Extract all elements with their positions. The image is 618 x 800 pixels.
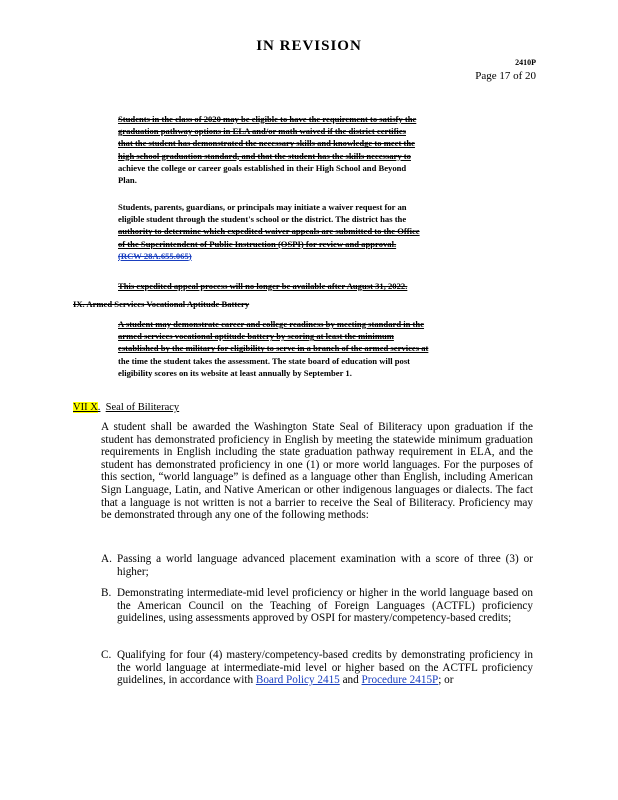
text-line: of the Superintendent of Public Instruction (OSPI) for review and approval.	[118, 238, 397, 249]
text-line: This expedited appeal process will no longer be available after August 31, 2022.	[118, 281, 408, 291]
text-line: eligible student through the student's school or the district. The district has the	[118, 214, 407, 225]
document-number: 2410P	[515, 58, 536, 67]
rcw-citation[interactable]: (RCW 28A.655.065)	[118, 250, 192, 261]
section-title: Seal of Biliteracy	[105, 402, 180, 413]
section-number-highlight: VII X	[73, 402, 98, 413]
list-item-label: A.	[101, 553, 112, 565]
page-number: Page 17 of 20	[475, 70, 536, 82]
revision-title: IN REVISION	[256, 38, 362, 54]
list-item	[101, 649, 533, 687]
section-x-heading: VII X. Seal of Biliteracy	[73, 402, 180, 413]
text-line: A student may demonstrate career and college readiness by meeting standard in the	[118, 319, 425, 329]
text-line: the time the student takes the assessment. The state board of education will post	[118, 355, 411, 366]
list-item-text: Qualifying for four (4) mastery/competency-based credits by demonstrating proficiency in the world language at intermediate-mid level or higher based on the ACTFL proficiency guidelines, in accordance with Board Policy 2415 and Procedure 2415P; or	[117, 649, 533, 687]
text-line: eligibility scores on its website at least annually by September 1.	[118, 367, 352, 378]
list-item	[101, 553, 533, 578]
text-line: Plan.	[118, 175, 137, 186]
list-item	[101, 587, 533, 625]
text-line: authority to determine which expedited waiver appeals are submitted to the Office	[118, 226, 420, 237]
list-item-text: Passing a world language advanced placement examination with a score of three (3) or higher;	[117, 553, 533, 578]
seal-intro-paragraph: A student shall be awarded the Washington State Seal of Biliteracy upon graduation if the student has demonstrated proficiency in English by meeting the statewide minimum graduation requirements in English including the state graduation pathway requirement in ELA, and the student has demonstrated proficiency in one (1) or more world languages. For the purposes of this section, “world language” is defined as a language other than English, including American Sign Language, Latin, and Native American or other indigenous languages or dialects. The fact that a language is not written is not a barrier to receive the Seal of Biliteracy. Proficiency may be demonstrated through any one of the following methods:	[101, 421, 533, 522]
text-line: that the student has demonstrated the necessary skills and knowledge to meet the	[118, 138, 415, 149]
rcw-link[interactable]: RCW 28A.655.065	[120, 250, 189, 261]
text-line: Students, parents, guardians, or principals may initiate a waiver request for an	[118, 202, 407, 212]
struck-section-ix-heading: IX. Armed Services Vocational Aptitude Battery	[73, 299, 250, 309]
struck-paragraph-waiver	[118, 113, 532, 186]
text-line: armed services vocational aptitude battery by scoring at least the minimum	[118, 331, 394, 342]
board-policy-link[interactable]: Board Policy 2415	[255, 674, 340, 687]
text-line: established by the military for eligibility to serve in a branch of the armed services at	[118, 343, 429, 354]
list-item-text: Demonstrating intermediate-mid level proficiency or higher in the world language based on the American Council on the Teaching of Foreign Languages (ACTFL) proficiency guidelines, using assessments approved by OSPI for mastery/competency-based credits;	[117, 587, 533, 625]
struck-paragraph-expiry	[118, 280, 532, 292]
struck-paragraph-initiation	[118, 201, 532, 262]
procedure-link[interactable]: Procedure 2415P	[361, 674, 439, 687]
text-line: Students in the class of 2020 may be eligible to have the requirement to satisfy the	[118, 114, 417, 124]
list-item-label: C.	[101, 649, 112, 661]
list-item-label: B.	[101, 587, 112, 599]
struck-paragraph-asvab	[118, 318, 534, 379]
text-line: graduation pathway options in ELA and/or math waived if the district certifies	[118, 126, 406, 137]
text-line: high school graduation standard, and that the student has the skills necessary to	[118, 150, 411, 161]
text-line: achieve the college or career goals established in their High School and Beyond	[118, 162, 407, 173]
